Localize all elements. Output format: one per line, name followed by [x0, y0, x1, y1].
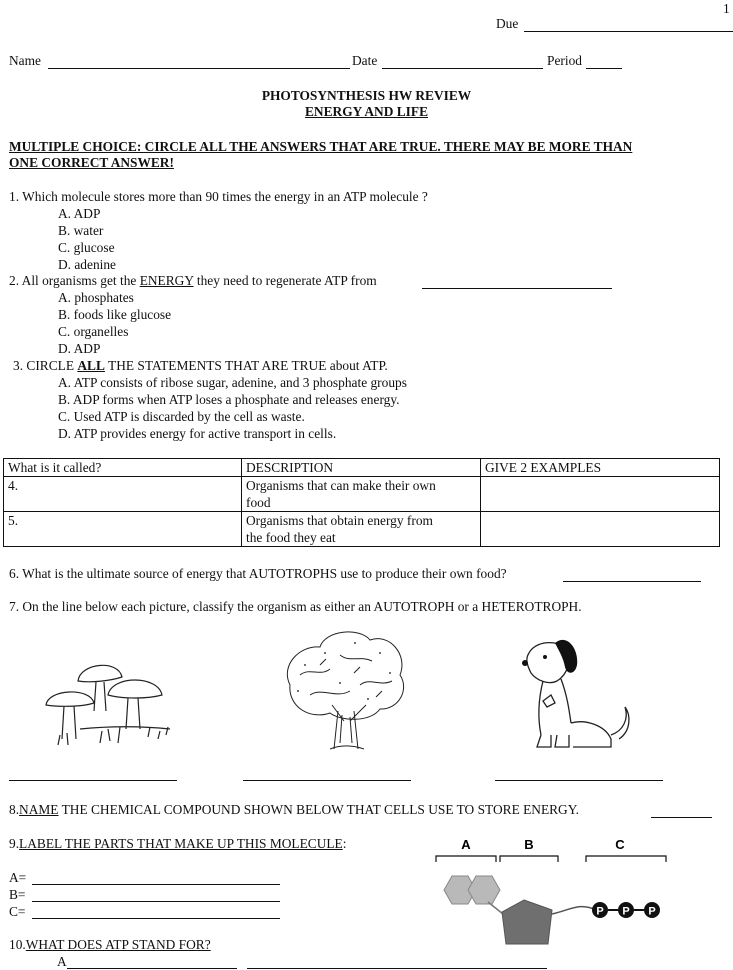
ribose-pentagon	[502, 900, 552, 944]
q9-text: 9.LABEL THE PARTS THAT MAKE UP THIS MOLECULE:	[9, 836, 347, 851]
adenine-hexagon-2	[468, 876, 500, 904]
table-header-cell: GIVE 2 EXAMPLES	[481, 459, 720, 477]
atp-molecule-diagram	[430, 832, 670, 952]
table-row	[4, 477, 720, 512]
bracket-c	[586, 856, 666, 862]
page-number: 1	[723, 1, 730, 16]
tree-picture	[280, 625, 410, 755]
q7-answer-blank-1[interactable]	[9, 780, 177, 781]
table-header-cell: DESCRIPTION	[242, 459, 481, 477]
period-label: Period	[547, 53, 582, 68]
label-a: A	[461, 837, 471, 852]
name-label: Name	[9, 53, 41, 68]
dog-picture	[515, 635, 640, 755]
q2-option-d[interactable]: D. ADP	[58, 341, 101, 356]
q9-blank-a[interactable]	[32, 884, 280, 885]
svg-text:P: P	[596, 905, 604, 918]
q3-option-d[interactable]: D. ATP provides energy for active transport in cells.	[58, 426, 337, 441]
instructions-line-1: MULTIPLE CHOICE: CIRCLE ALL THE ANSWERS THAT ARE TRUE. THERE MAY BE MORE THAN	[9, 139, 633, 154]
q7-answer-blank-3[interactable]	[495, 780, 663, 781]
table-cell-examples[interactable]	[481, 477, 720, 512]
table-row	[4, 512, 720, 547]
label-c: C	[615, 837, 625, 852]
q7-answer-blank-2[interactable]	[243, 780, 411, 781]
q10-answer-blank-1[interactable]	[67, 968, 237, 969]
due-blank[interactable]	[524, 31, 733, 32]
title-line-1: PHOTOSYNTHESIS HW REVIEW	[261, 88, 472, 103]
table-cell-name[interactable]: 4.	[4, 477, 242, 512]
date-blank[interactable]	[382, 68, 543, 69]
q10-answer-prefix: A	[57, 954, 67, 969]
table-cell-description: Organisms that can make their own food	[242, 477, 481, 512]
title-line-2: ENERGY AND LIFE	[304, 104, 428, 119]
q2-text: 2. All organisms get the ENERGY they need to regenerate ATP from	[9, 273, 377, 288]
due-label: Due	[496, 16, 519, 31]
period-blank[interactable]	[586, 68, 622, 69]
q9-blank-b[interactable]	[32, 901, 280, 902]
q2-option-c[interactable]: C. organelles	[58, 324, 129, 339]
q1-option-d[interactable]: D. adenine	[58, 257, 117, 272]
label-b: B	[524, 837, 534, 852]
q3-option-b[interactable]: B. ADP forms when ATP loses a phosphate and releases energy.	[58, 392, 400, 407]
q1-option-a[interactable]: A. ADP	[58, 206, 101, 221]
q1-option-c[interactable]: C. glucose	[58, 240, 115, 255]
q3-text: 3. CIRCLE ALL THE STATEMENTS THAT ARE TRUE about ATP.	[13, 358, 388, 373]
table-header-row	[4, 459, 720, 477]
q6-text: 6. What is the ultimate source of energy that AUTOTROPHS use to produce their own food?	[9, 566, 507, 581]
q8-text: 8.NAME THE CHEMICAL COMPOUND SHOWN BELOW THAT CELLS USE TO STORE ENERGY.	[9, 802, 580, 817]
table-cell-description: Organisms that obtain energy from the food they eat	[242, 512, 481, 547]
q7-text: 7. On the line below each picture, classify the organism as either an AUTOTROPH or a HETEROTROPH.	[9, 599, 582, 614]
svg-text:P: P	[648, 905, 656, 918]
q9-blank-c-label: C=	[9, 904, 26, 919]
q2-option-b[interactable]: B. foods like glucose	[58, 307, 172, 322]
q9-blank-a-label: A=	[9, 870, 27, 885]
bracket-a	[436, 856, 496, 862]
q2-answer-blank[interactable]	[422, 288, 612, 289]
organism-table	[3, 458, 720, 547]
q2-option-a[interactable]: A. phosphates	[58, 290, 134, 305]
q10-answer-blank-2[interactable]	[247, 968, 547, 969]
q3-option-a[interactable]: A. ATP consists of ribose sugar, adenine, and 3 phosphate groups	[58, 375, 407, 390]
bracket-b	[500, 856, 558, 862]
q8-answer-blank[interactable]	[651, 817, 712, 818]
q9-blank-b-label: B=	[9, 887, 26, 902]
instructions-line-2: ONE CORRECT ANSWER!	[9, 155, 174, 170]
q1-option-b[interactable]: B. water	[58, 223, 104, 238]
svg-text:P: P	[622, 905, 630, 918]
name-blank[interactable]	[48, 68, 350, 69]
q10-text: 10.WHAT DOES ATP STAND FOR?	[9, 937, 211, 952]
date-label: Date	[352, 53, 378, 68]
table-cell-name[interactable]: 5.	[4, 512, 242, 547]
mushroom-picture	[40, 655, 180, 750]
table-header-cell: What is it called?	[4, 459, 242, 477]
phosphate-group	[592, 902, 660, 918]
q3-option-c[interactable]: C. Used ATP is discarded by the cell as waste.	[58, 409, 305, 424]
table-cell-examples[interactable]	[481, 512, 720, 547]
q1-text: 1. Which molecule stores more than 90 times the energy in an ATP molecule ?	[9, 189, 428, 204]
q9-blank-c[interactable]	[32, 918, 280, 919]
q6-answer-blank[interactable]	[563, 581, 701, 582]
